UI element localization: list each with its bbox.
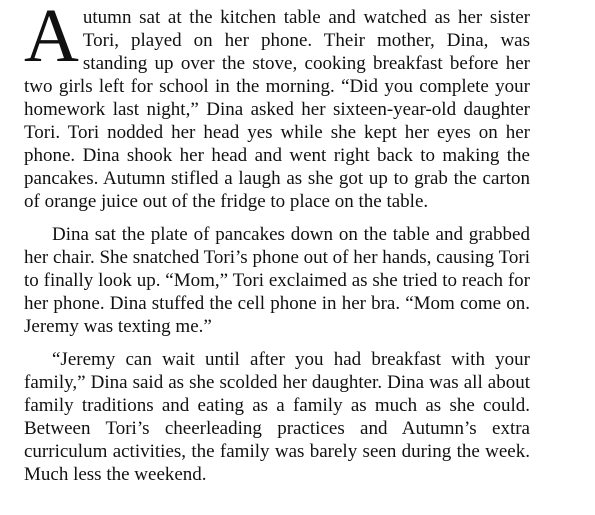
drop-cap: A [24, 0, 79, 78]
paragraph-1 [24, 0, 530, 213]
paragraph-1-text: utumn sat at the kitchen table and watched as her sister Tori, played on her phone. Their mother, Dina, was standing up over the stove, cooking breakfast before her two girls left for school in the morning. “Did you complete your homework last night,” Dina asked her sixteen-year-old daughter Tori. Tori nodded her head yes while she kept her eyes on her phone. Dina shook her head and went right back to making the pancakes. Autumn stifled a laugh as she got up to grab the carton of orange juice out of the fridge to place on the table. [24, 7, 530, 212]
paragraph-3: “Jeremy can wait until after you had breakfast with your family,” Dina said as she scolded her daughter. Dina was all about family traditions and eating as a family as much as she could. Between Tori’s cheerleading practices and Autumn’s extra curriculum activities, the family was barely seen during the week. Much less the weekend. [24, 349, 530, 485]
document-page [24, 0, 530, 496]
paragraph-2: Dina sat the plate of pancakes down on the table and grabbed her chair. She snatched Tori’s phone out of her hands, causing Tori to finally look up. “Mom,” Tori exclaimed as she tried to reach for her phone. Dina stuffed the cell phone in her bra. “Mom come on. Jeremy was texting me.” [24, 224, 530, 337]
